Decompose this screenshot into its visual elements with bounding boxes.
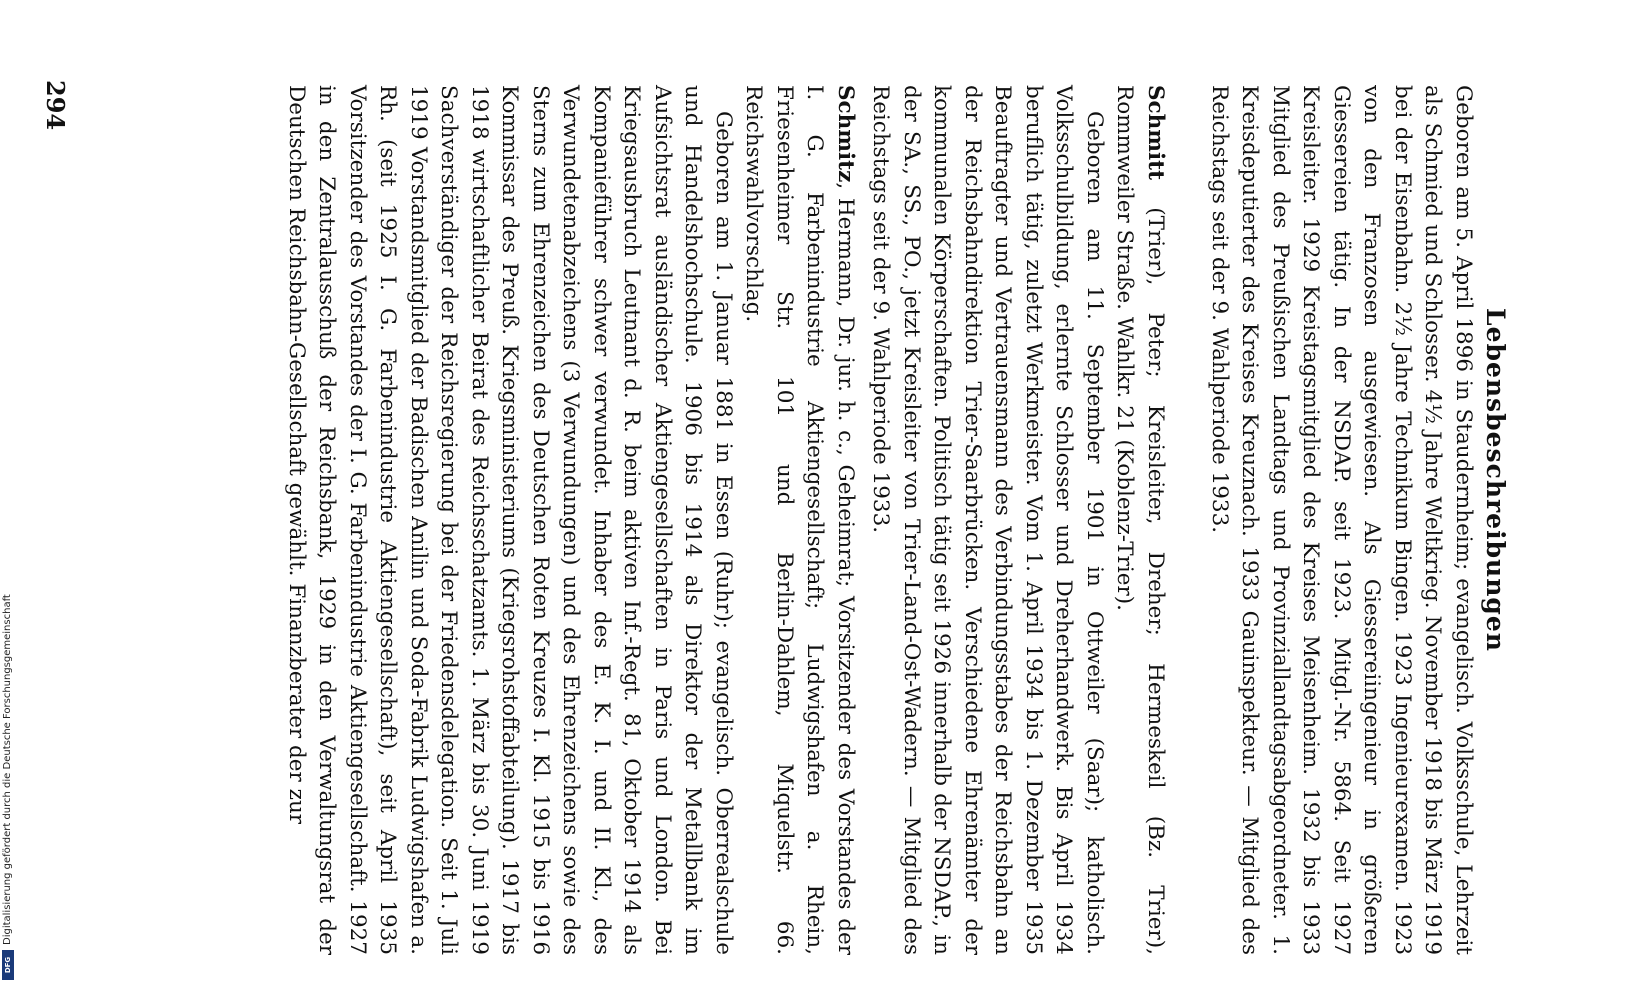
page-title: Lebensbeschreibungen <box>1481 308 1510 652</box>
digitization-credit <box>1 585 15 945</box>
dfg-logo-text: DFG <box>4 956 12 974</box>
entry-paragraph: Geboren am 1. Januar 1881 in Essen (Ruhr); evangelisch. Oberrealschule und Handelshochschule. 1906 bis 1914 als Direktor der Metallbank im Aufsichtsrat ausländischer Aktiengesellschaften in Paris und London. Bei Kriegsausbruch Leutnant d. R. beim aktiven Inf.-Regt. 81, Oktober 1914 als Kompanieführer schwer verwundet. Inhaber des E. K. I. und II. Kl., des Verwundetenabzeichens (3 Verwundungen) und des Ehrenzeichens sowie des Sterns zum Ehrenzeichen des Deutschen Roten Kreuzes I. Kl. 1915 bis 1916 Kommissar des Preuß. Kriegsministeriums (Kriegsrohstoffabteilung). 1917 bis 1918 wirtschaftlicher Beirat des Reichsschatzamts. 1. März bis 30. Juni 1919 Sachverständiger der Reichsregierung bei der Friedensdelegation. Seit 1. Juli 1919 Vorstandsmitglied der Badischen Anilin und Soda-Fabrik Ludwigshafen a. Rh. (seit 1925 I. G. Farbenindustrie Aktiengesellschaft), seit April 1935 Vorsitzender des Vorstandes der I. G. Farbenindustrie Aktiengesellschaft. 1927 in den Zentralausschuß der Reichsbank, 1929 in den Verwaltungsrat der Deutschen Reichsbahn-Gesellschaft gewählt. Finanzberater der zur <box>284 85 736 955</box>
entry-heading-text: , Hermann, Dr. jur. h. c., Geheimrat; Vorsitzender des Vorstandes der I. G. Farbenindustrie Aktiengesellschaft; Ludwigshafen a. Rhein, Friesenheimer Str. 101 und Berlin-Dahlem, Miquelstr. 66. Reichswahlvorschlag. <box>741 85 858 955</box>
page-number: 294 <box>41 80 70 131</box>
dfg-logo <box>2 950 14 980</box>
entry-heading <box>738 85 860 955</box>
entry-surname: Schmitt <box>1143 85 1168 181</box>
entry-heading <box>1109 85 1170 955</box>
entry-paragraph: Geboren am 5. April 1896 in Staudernheim; evangelisch. Volksschule, Lehrzeit als Schmied und Schlosser. 4½ Jahre Weltkrieg. November 1918 bis März 1919 bei der Eisenbahn. 2½ Jahre Technikum Bingen. 1923 Ingenieurexamen. 1923 von den Franzosen ausgewiesen. Als Giessereiingenieur in größeren Giessereien tätig. In der NSDAP. seit 1923. Mitgl.-Nr. 5864. Seit 1927 Kreisleiter. 1929 Kreistagsmitglied des Kreises Meisenheim. 1932 bis 1933 Mitglied des Preußischen Landtags und Provinziallandtagsabgeordneter. 1. Kreisdeputierter des Kreises Kreuznach. 1933 Gauinspekteur. — Mitglied des Reichstags seit der 9. Wahlperiode 1933. <box>1207 85 1476 955</box>
entry-surname: Schmitz <box>833 85 858 183</box>
entry-staudernheim <box>1204 85 1479 955</box>
entry-heading-text: (Trier), Peter; Kreisleiter, Dreher; Hermeskeil (Bz. Trier), Rommweiler Straße. Wahlkr. 21 (Koblenz-Trier). <box>1112 85 1168 955</box>
credit-text: Digitalisierung gefördert durch die Deutsche Forschungsgemeinschaft <box>2 594 13 945</box>
entry-schmitt <box>865 85 1170 955</box>
entry-paragraph: Geboren am 11. September 1901 in Ottweiler (Saar); katholisch. Volksschulbildung, erlernte Schlosser und Dreherhandwerk. Bis April 1934 beruflich tätig, zuletzt Werkmeister. Vom 1. April 1934 bis 1. Dezember 1935 Beauftragter und Vertrauensmann des Verbindungsstabes der Reichsbahn an der Reichsbahndirektion Trier-Saarbrücken. Verschiedene Ehrenämter der kommunalen Körperschaften. Politisch tätig seit 1926 innerhalb der NSDAP., in der SA., SS., PO., jetzt Kreisleiter von Trier-Land-Ost-Wadern. — Mitglied des Reichstags seit der 9. Wahlperiode 1933. <box>868 85 1107 955</box>
entry-schmitz <box>281 85 861 955</box>
